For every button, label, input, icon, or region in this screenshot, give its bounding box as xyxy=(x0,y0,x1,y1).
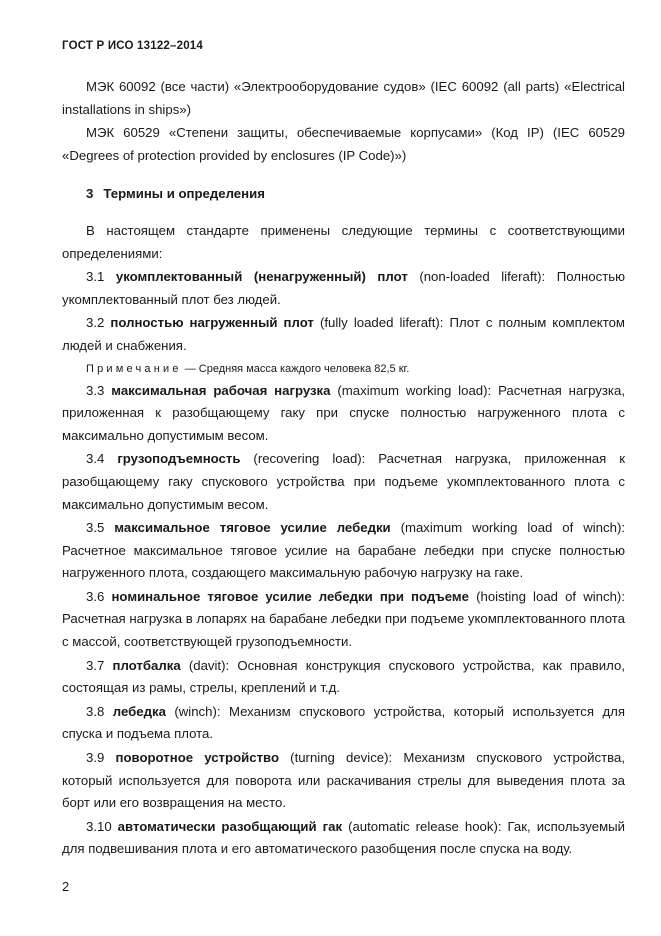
term-name: максимальная рабочая нагрузка xyxy=(111,382,331,398)
term-english: (recovering load): xyxy=(253,451,366,467)
term-number: 3.7 xyxy=(86,657,105,673)
reference-item: МЭК 60092 (все части) «Электрооборудование судов» (IEC 60092 (all parts) «Electrical installations in ships») xyxy=(62,79,625,117)
note xyxy=(62,360,625,378)
intro-paragraph: В настоящем стандарте применены следующие термины с соответствующими определениями: xyxy=(62,222,625,261)
term-entry xyxy=(62,701,625,746)
term-english: (davit): xyxy=(188,657,230,673)
term-definition: Гак, используемый для подвешивания плота и его автоматического разобщения после спуска на воду. xyxy=(62,818,625,857)
term-entry xyxy=(62,747,625,815)
term-number: 3.6 xyxy=(86,588,105,604)
reference-item: МЭК 60529 «Степени защиты, обеспечиваемые корпусами» (Код IP) (IEC 60529 «Degrees of protection provided by enclosures (IP Code)») xyxy=(62,125,625,163)
term-name: поворотное устройство xyxy=(115,750,280,766)
note-text: — Средняя масса каждого человека 82,5 кг. xyxy=(184,362,410,375)
section-title: Термины и определения xyxy=(103,186,265,202)
term-english: (automatic release hook): xyxy=(348,818,502,834)
term-definition: Полностью укомплектованный плот без людей. xyxy=(62,269,625,307)
term-name: укомплектованный (ненагруженный) плот xyxy=(115,269,408,285)
term-entry xyxy=(62,517,625,585)
term-number: 3.2 xyxy=(86,315,105,331)
term-number: 3.10 xyxy=(86,818,112,834)
term-name: лебедка xyxy=(112,703,166,719)
term-number: 3.9 xyxy=(86,750,105,766)
term-definition: Расчетная нагрузка, приложенная к разобщающему гаку при спуске полностью нагруженного плота с максимально допустимым весом. xyxy=(62,382,625,443)
section-heading xyxy=(62,183,625,206)
document-body xyxy=(62,76,625,861)
term-english: (fully loaded liferaft): xyxy=(319,315,444,331)
term-entry xyxy=(62,266,625,311)
term-definition: Механизм спускового устройства, который используется для поворота или раскачивания стрелы для выведения плота за борт или его возвращения на место. xyxy=(62,750,626,811)
term-number: 3.8 xyxy=(86,703,105,719)
term-definition: Расчетная нагрузка в лопарях на барабане лебедки при подъеме укомплектованного плота с массой, соответствующей грузоподъемности. xyxy=(62,611,625,650)
section-number: 3 xyxy=(86,186,94,202)
page-number: 2 xyxy=(62,879,70,894)
term-entry xyxy=(62,380,625,448)
term-number: 3.5 xyxy=(86,520,105,536)
term-english: (maximum working load of winch): xyxy=(400,520,625,536)
term-name: номинальное тяговое усилие лебедки при подъеме xyxy=(111,588,469,604)
term-english: (maximum working load): xyxy=(337,382,492,398)
term-name: грузоподъемность xyxy=(117,451,241,467)
term-name: максимальное тяговое усилие лебедки xyxy=(114,520,391,536)
term-entry xyxy=(62,816,625,861)
term-english: (winch): xyxy=(174,703,221,719)
term-number: 3.3 xyxy=(86,382,105,398)
note-label: Примечание xyxy=(86,362,182,375)
term-definition: Основная конструкция спускового устройства, как правило, состоящая из рамы, стрелы, креплений и т.д. xyxy=(62,657,626,696)
term-entry xyxy=(62,586,625,654)
term-definition: Расчетная нагрузка, приложенная к разобщающему гаку спускового устройства при подъеме укомплектованного плота с максимально допустимым весом. xyxy=(62,451,626,512)
term-english: (hoisting load of winch): xyxy=(476,588,625,604)
standard-header: ГОСТ Р ИСО 13122–2014 xyxy=(62,40,203,52)
term-definition: Плот с полным комплектом людей и снабжения. xyxy=(62,315,626,353)
term-definition: Механизм спускового устройства, который используется для спуска и подъема плота. xyxy=(62,703,625,742)
term-name: автоматически разобщающий гак xyxy=(117,818,343,834)
term-name: плотбалка xyxy=(112,657,181,673)
term-number: 3.4 xyxy=(86,451,105,467)
term-name: полностью нагруженный плот xyxy=(110,315,314,331)
term-definition: Расчетное максимальное тяговое усилие на барабане лебедки при спуске полностью нагруженного плота, создающего максимальную рабочую нагрузку на гаке. xyxy=(62,542,625,581)
term-entry xyxy=(62,655,625,700)
term-english: (turning device): xyxy=(290,750,393,766)
term-number: 3.1 xyxy=(86,269,105,285)
term-entry xyxy=(62,448,625,516)
term-english: (non-loaded liferaft): xyxy=(419,269,546,285)
term-entry xyxy=(62,312,625,357)
